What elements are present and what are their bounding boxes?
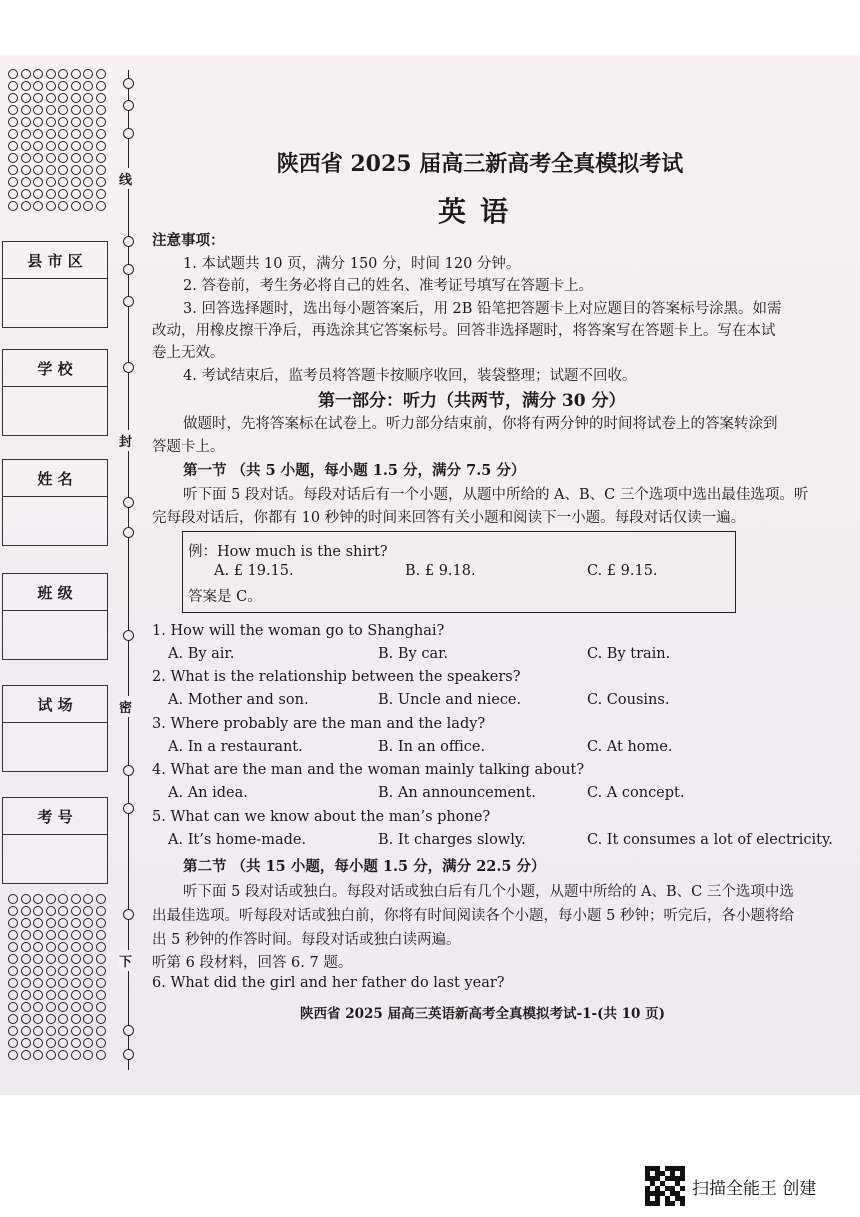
field-exam-number-label: 考 号 — [3, 798, 107, 835]
binding-ring — [123, 78, 134, 89]
binding-ring — [123, 264, 134, 275]
field-class-label: 班 级 — [3, 574, 107, 611]
subject-title: 英语 — [437, 195, 522, 228]
answer-option[interactable]: A. In a restaurant. — [168, 739, 303, 755]
question-text: 3. Where probably are the man and the lady? — [152, 716, 486, 732]
answer-option[interactable]: B. It charges slowly. — [378, 832, 526, 848]
section2-intro: 出 5 秒钟的作答时间。每段对话或独白读两遍。 — [152, 932, 461, 948]
part1-heading: 第一部分：听力（共两节，满分 30 分） — [318, 391, 626, 411]
binding-ring — [123, 909, 134, 920]
question-text: 4. What are the man and the woman mainly talking about? — [152, 762, 585, 778]
notice-item: 1. 本试题共 10 页，满分 150 分，时间 120 分钟。 — [183, 256, 521, 272]
seal-mark-below: 下 — [119, 950, 132, 971]
answer-option[interactable]: C. A concept. — [587, 785, 685, 801]
seal-mark-line: 线 — [119, 168, 132, 189]
binding-ring — [123, 362, 134, 373]
binding-ring — [123, 803, 134, 814]
example-answer: 答案是 C。 — [188, 589, 262, 605]
field-county-label: 县 市 区 — [3, 242, 107, 279]
seal-mark-secret: 密 — [119, 696, 132, 717]
section2-intro: 出最佳选项。听每段对话或独白前，你将有时间阅读各个小题，每小题 5 秒钟；听完后，各小题将给 — [152, 908, 794, 924]
binding-ring — [123, 296, 134, 307]
answer-option[interactable]: C. At home. — [587, 739, 673, 755]
section1-heading: 第一节 （共 5 小题，每小题 1.5 分，满分 7.5 分） — [183, 462, 526, 479]
binding-dots-bottom — [6, 893, 109, 1061]
section1-intro: 完每段对话后，你都有 10 秒钟的时间来回答有关小题和阅读下一小题。每段对话仅读一遍。 — [152, 510, 746, 526]
qr-code-icon — [645, 1166, 685, 1206]
answer-option[interactable]: C. Cousins. — [587, 692, 670, 708]
exam-title: 陕西省 2025 届高三新高考全真模拟考试 — [276, 151, 684, 177]
example-option: A. £ 19.15. — [214, 563, 294, 579]
field-school[interactable] — [2, 349, 108, 436]
answer-option[interactable]: B. An announcement. — [378, 785, 536, 801]
section1-intro: 听下面 5 段对话。每段对话后有一个小题，从题中所给的 A、B、C 三个选项中选出最佳选项。听 — [183, 487, 809, 503]
section2-heading: 第二节 （共 15 小题，每小题 1.5 分，满分 22.5 分） — [183, 858, 546, 875]
binding-ring — [123, 765, 134, 776]
field-exam-number[interactable] — [2, 797, 108, 884]
binding-ring — [123, 236, 134, 247]
answer-option[interactable]: A. An idea. — [168, 785, 248, 801]
answer-option[interactable]: A. It’s home-made. — [168, 832, 307, 848]
binding-ring — [123, 527, 134, 538]
binding-ring — [123, 497, 134, 508]
section2-material: 听第 6 段材料，回答 6. 7 题。 — [152, 955, 353, 971]
example-option: B. £ 9.18. — [405, 563, 476, 579]
field-exam-room-label: 试 场 — [3, 686, 107, 723]
question-text: 5. What can we know about the man’s phone? — [152, 809, 491, 825]
field-school-label: 学 校 — [3, 350, 107, 387]
part1-intro: 做题时，先将答案标在试卷上。听力部分结束前，你将有两分钟的时间将试卷上的答案转涂到 — [183, 416, 778, 432]
answer-option[interactable]: A. By air. — [168, 646, 235, 662]
answer-option[interactable]: B. By car. — [378, 646, 449, 662]
field-class[interactable] — [2, 573, 108, 660]
binding-dots-top — [6, 68, 109, 212]
binding-ring — [123, 128, 134, 139]
example-option: C. £ 9.15. — [587, 563, 658, 579]
notice-item: 改动，用橡皮擦干净后，再选涂其它答案标号。回答非选择题时，将答案写在答题卡上。写在本试 — [152, 323, 776, 339]
answer-option[interactable]: C. It consumes a lot of electricity. — [587, 832, 833, 848]
page-footer: 陕西省 2025 届高三英语新高考全真模拟考试-1-(共 10 页) — [300, 1006, 666, 1022]
answer-option[interactable]: B. Uncle and niece. — [378, 692, 522, 708]
notice-item: 2. 答卷前，考生务必将自己的姓名、准考证号填写在答题卡上。 — [183, 278, 593, 294]
question-text: 2. What is the relationship between the speakers? — [152, 669, 521, 685]
field-exam-room[interactable] — [2, 685, 108, 772]
field-name-label: 姓 名 — [3, 460, 107, 497]
notice-item: 3. 回答选择题时，选出每小题答案后，用 2B 铅笔把答题卡上对应题目的答案标号涂黑。如需 — [183, 301, 782, 317]
scanner-watermark: 扫描全能王 创建 — [692, 1179, 817, 1199]
binding-ring — [123, 1049, 134, 1060]
notice-heading: 注意事项： — [152, 232, 225, 249]
part1-intro: 答题卡上。 — [152, 439, 225, 455]
binding-ring — [123, 630, 134, 641]
answer-option[interactable]: B. In an office. — [378, 739, 486, 755]
seal-mark-seal: 封 — [119, 430, 132, 451]
binding-ring — [123, 1025, 134, 1036]
section2-intro: 听下面 5 段对话或独白。每段对话或独白后有几个小题，从题中所给的 A、B、C 三个选项中选 — [183, 884, 794, 900]
field-county[interactable] — [2, 241, 108, 328]
question-text: 6. What did the girl and her father do last year? — [152, 975, 505, 991]
binding-ring — [123, 100, 134, 111]
answer-option[interactable]: C. By train. — [587, 646, 671, 662]
answer-option[interactable]: A. Mother and son. — [168, 692, 309, 708]
example-question: 例：How much is the shirt? — [188, 544, 388, 560]
question-text: 1. How will the woman go to Shanghai? — [152, 623, 445, 639]
field-name[interactable] — [2, 459, 108, 546]
notice-item: 4. 考试结束后，监考员将答题卡按顺序收回，装袋整理；试题不回收。 — [183, 368, 637, 384]
notice-item: 卷上无效。 — [152, 345, 225, 361]
